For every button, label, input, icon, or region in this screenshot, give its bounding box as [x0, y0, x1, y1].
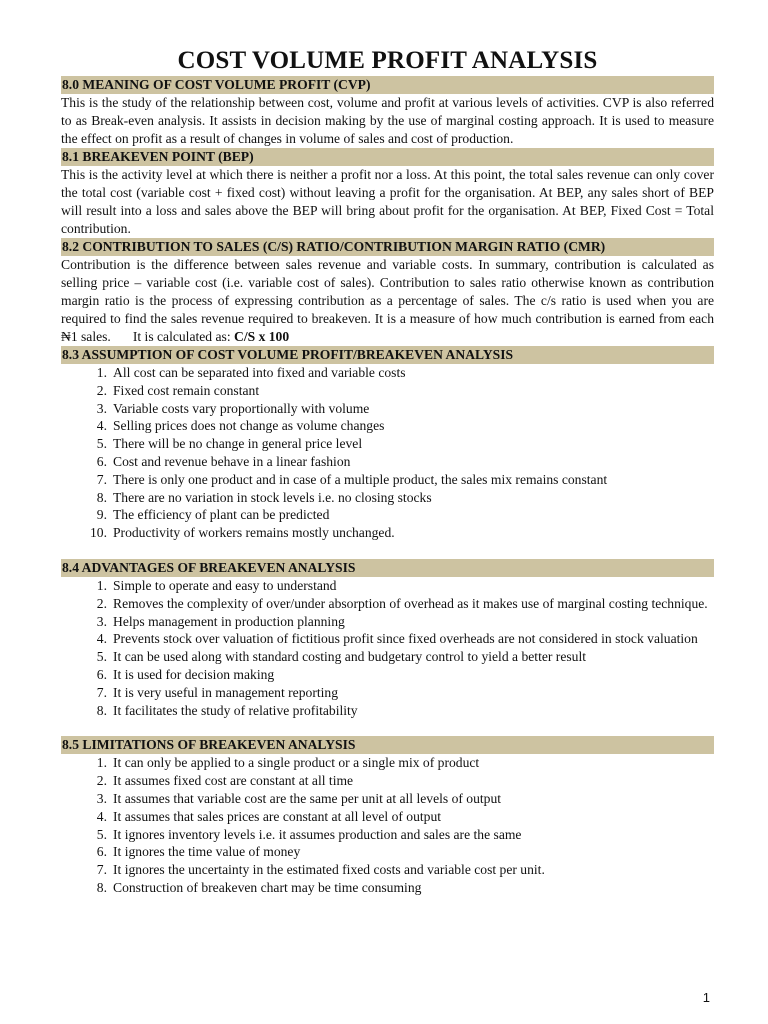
section-heading-8-1: 8.1 BREAKEVEN POINT (BEP): [61, 148, 714, 166]
section-body-8-0: This is the study of the relationship between cost, volume and profit at various levels of activities. CVP is also referred to as Break-even analysis. It assists in decision making by the use of marginal costing approach. It is used to measure the effect on profit as a result of changes in volume of sales and cost of production.: [61, 95, 714, 146]
list-item-number: 3.: [96, 400, 107, 416]
list-item-text: It assumes that variable cost are the same per unit at all levels of output: [113, 790, 502, 806]
section-heading-8-4: 8.4 ADVANTAGES OF BREAKEVEN ANALYSIS: [61, 559, 714, 577]
list-item: [61, 648, 714, 666]
list-item-text: There are no variation in stock levels i.e. no closing stocks: [113, 489, 432, 505]
list-item-text: It can only be applied to a single product or a single mix of product: [113, 755, 480, 771]
limitations-list: [61, 754, 714, 896]
list-item: [61, 879, 714, 897]
list-item-number: 7.: [96, 471, 107, 487]
list-item: [61, 471, 714, 489]
advantages-list: [61, 577, 714, 719]
list-item-number: 6.: [96, 453, 107, 469]
section-body-8-2-text: Contribution is the difference between sales revenue and variable costs. In summary, contribution is calculated as selling price – variable cost (i.e. variable cost of sales). Contribution to sales ratio otherwise known as contribution margin ratio is the process of expressing contribution as a percentage of sales. The c/s ratio is used when you are required to find the sales revenue required to breakeven. It is a measure of how much contribution is earned from each ₦1 sales.: [61, 257, 714, 344]
list-item: [61, 489, 714, 507]
list-item-text: It can be used along with standard costing and budgetary control to yield a better result: [113, 649, 587, 665]
list-item-number: 8.: [96, 879, 107, 895]
list-item-text: Prevents stock over valuation of fictitious profit since fixed overheads are not considered in stock valuation: [113, 631, 698, 647]
list-item-number: 4.: [96, 631, 107, 647]
list-item: [61, 843, 714, 861]
list-item-number: 5.: [96, 649, 107, 665]
list-item-number: 2.: [96, 773, 107, 789]
list-item-text: It ignores inventory levels i.e. it assumes production and sales are the same: [113, 826, 522, 842]
list-item-text: Removes the complexity of over/under absorption of overhead as it makes use of marginal costing technique.: [113, 595, 708, 611]
list-item-text: Fixed cost remain constant: [113, 382, 260, 398]
list-item-number: 5.: [96, 826, 107, 842]
document-title: COST VOLUME PROFIT ANALYSIS: [177, 47, 598, 74]
section-heading-8-3: 8.3 ASSUMPTION OF COST VOLUME PROFIT/BREAKEVEN ANALYSIS: [61, 346, 714, 364]
list-item-text: Productivity of workers remains mostly unchanged.: [113, 525, 395, 541]
section-heading-8-5: 8.5 LIMITATIONS OF BREAKEVEN ANALYSIS: [61, 736, 714, 754]
page-number: 1: [702, 990, 710, 1005]
list-item: [61, 826, 714, 844]
section-heading-8-0: 8.0 MEANING OF COST VOLUME PROFIT (CVP): [61, 76, 714, 94]
cs-formula: C/S x 100: [234, 329, 290, 344]
list-item-number: 1.: [96, 755, 107, 771]
list-item-number: 7.: [96, 862, 107, 878]
list-item: [61, 506, 714, 524]
list-item-number: 4.: [96, 808, 107, 824]
list-item: [61, 524, 714, 542]
list-item-text: It assumes fixed cost are constant at all time: [113, 773, 354, 789]
list-item: [61, 772, 714, 790]
list-item: [61, 666, 714, 684]
list-item-text: There is only one product and in case of a multiple product, the sales mix remains constant: [113, 471, 608, 487]
list-item-number: 6.: [96, 844, 107, 860]
list-item-text: It ignores the time value of money: [113, 844, 301, 860]
list-item-number: 4.: [96, 418, 107, 434]
list-item: [61, 577, 714, 595]
list-item: [61, 754, 714, 772]
list-item-text: It assumes that sales prices are constant at all level of output: [113, 808, 442, 824]
list-item: [61, 595, 714, 613]
list-item-number: 10.: [90, 525, 107, 541]
list-item-number: 3.: [96, 790, 107, 806]
list-item: [61, 382, 714, 400]
list-item-text: It is used for decision making: [113, 666, 275, 682]
list-item-text: It is very useful in management reporting: [113, 684, 338, 700]
list-item-number: 2.: [96, 382, 107, 398]
list-item-number: 6.: [96, 666, 107, 682]
list-item-text: Cost and revenue behave in a linear fashion: [113, 453, 351, 469]
list-item: [61, 861, 714, 879]
section-body-8-1: This is the activity level at which there is neither a profit nor a loss. At this point, the total sales revenue can only cover the total cost (variable cost + fixed cost) without leaving a profit for the organisation. At BEP, any sales short of BEP will result into a loss and sales above the BEP will bring about profit for the organisation. At BEP, Fixed Cost = Total contribution.: [61, 167, 714, 236]
list-item-text: Construction of breakeven chart may be time consuming: [113, 879, 422, 895]
list-item-text: There will be no change in general price level: [113, 436, 363, 452]
list-item-text: Selling prices does not change as volume changes: [113, 418, 385, 434]
list-item-number: 3.: [96, 613, 107, 629]
list-item-number: 8.: [96, 702, 107, 718]
list-item-number: 7.: [96, 684, 107, 700]
list-item: [61, 790, 714, 808]
list-item-text: It ignores the uncertainty in the estimated fixed costs and variable cost per unit.: [113, 862, 545, 878]
list-item: [61, 453, 714, 471]
list-item: [61, 400, 714, 418]
list-item-text: It facilitates the study of relative profitability: [113, 702, 358, 718]
list-item-number: 9.: [96, 507, 107, 523]
section-body-8-2: [61, 256, 714, 346]
list-item: [61, 364, 714, 382]
list-item: [61, 435, 714, 453]
list-item-text: Simple to operate and easy to understand: [113, 577, 337, 593]
list-item: [61, 808, 714, 826]
list-item: [61, 684, 714, 702]
list-item-number: 8.: [96, 489, 107, 505]
section-heading-8-2: 8.2 CONTRIBUTION TO SALES (C/S) RATIO/CONTRIBUTION MARGIN RATIO (CMR): [61, 238, 714, 256]
calc-label: It is calculated as:: [132, 329, 231, 344]
spacer: [61, 542, 714, 559]
list-item: [61, 417, 714, 435]
list-item: [61, 613, 714, 631]
list-item-number: 2.: [96, 595, 107, 611]
list-item-number: 5.: [96, 436, 107, 452]
list-item-text: The efficiency of plant can be predicted: [113, 507, 330, 523]
spacer: [61, 719, 714, 736]
list-item-text: Variable costs vary proportionally with volume: [113, 400, 370, 416]
list-item: [61, 630, 714, 648]
list-item-number: 1.: [96, 577, 107, 593]
list-item: [61, 702, 714, 720]
list-item-number: 1.: [96, 365, 107, 380]
assumptions-list: [61, 364, 714, 542]
list-item-text: Helps management in production planning: [113, 613, 345, 629]
document-content: [61, 46, 714, 897]
list-item-text: All cost can be separated into fixed and variable costs: [113, 365, 406, 380]
